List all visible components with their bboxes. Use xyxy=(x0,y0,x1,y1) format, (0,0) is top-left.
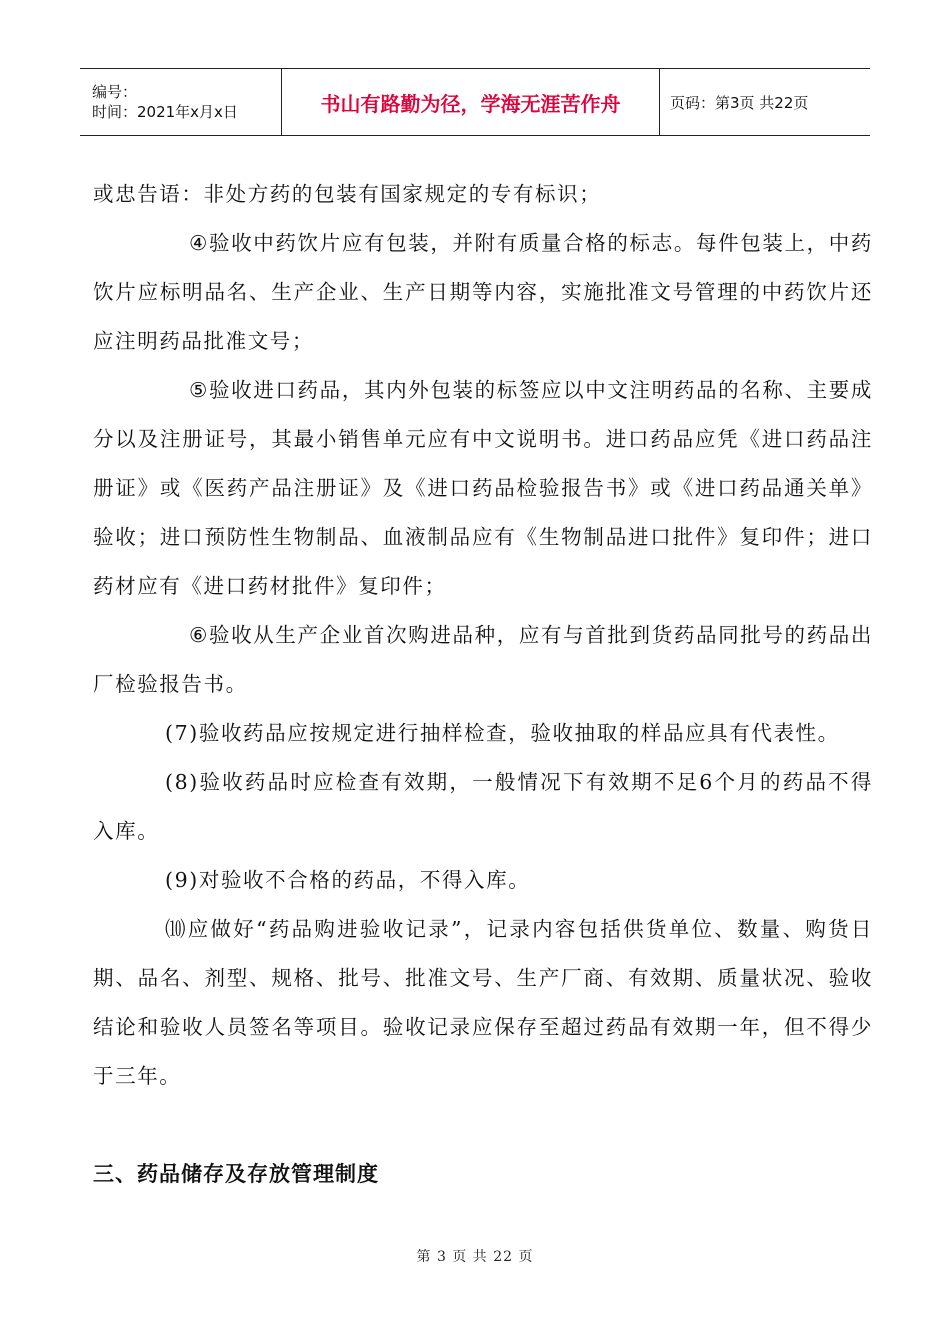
paragraph-item-5 xyxy=(93,366,873,611)
document-number: 编号： xyxy=(92,83,138,101)
item-marker: (7) xyxy=(165,721,199,745)
paragraph-item-10 xyxy=(93,905,873,1101)
item-marker: ⑥ xyxy=(189,623,209,647)
paragraph-item-7 xyxy=(93,709,873,758)
item-marker: ⑤ xyxy=(189,378,209,402)
item-marker: ④ xyxy=(189,231,209,255)
paragraph-text: 验收药品时应检查有效期，一般情况下有效期不足6个月的药品不得入库。 xyxy=(93,770,873,843)
spacer xyxy=(93,1101,873,1150)
paragraph-text: 对验收不合格的药品，不得入库。 xyxy=(198,868,531,892)
document-header xyxy=(80,68,870,136)
header-motto: 书山有路勤为径，学海无涯苦作舟 xyxy=(320,91,621,116)
paragraph-text: 验收进口药品，其内外包装的标签应以中文注明药品的名称、主要成分以及注册证号，其最小销售单元应有中文说明书。进口药品应凭《进口药品注册证》或《医药产品注册证》及《进口药品检验报告书》或《进口药品通关单》验收；进口预防性生物制品、血液制品应有《生物制品进口批件》复印件；进口药材应有《进口药材批件》复印件； xyxy=(93,378,873,598)
paragraph-item-8 xyxy=(93,758,873,856)
document-body xyxy=(93,170,873,1199)
paragraph-continuation xyxy=(93,170,873,219)
header-motto-cell xyxy=(282,69,660,136)
paragraph-item-4 xyxy=(93,219,873,366)
page-footer: 第 3 页 共 22 页 xyxy=(416,1249,534,1265)
item-marker: (8) xyxy=(165,770,199,794)
paragraph-text: 或忠告语：非处方药的包装有国家规定的专有标识； xyxy=(93,182,602,206)
paragraph-text: 验收药品应按规定进行抽样检查，验收抽取的样品应具有代表性。 xyxy=(198,721,840,745)
header-meta-cell xyxy=(80,69,282,136)
header-page-cell xyxy=(660,69,871,136)
paragraph-text: 应做好“药品购进验收记录”，记录内容包括供货单位、数量、购货日期、品名、剂型、规格、批号、批准文号、生产厂商、有效期、质量状况、验收结论和验收人员签名等项目。验收记录应保存至超过药品有效期一年，但不得少于三年。 xyxy=(93,917,873,1088)
item-marker: (9) xyxy=(165,868,199,892)
paragraph-item-6 xyxy=(93,611,873,709)
paragraph-item-9 xyxy=(93,856,873,905)
section-heading: 三、药品储存及存放管理制度 xyxy=(93,1162,379,1186)
paragraph-text: 验收中药饮片应有包装，并附有质量合格的标志。每件包装上，中药饮片应标明品名、生产企业、生产日期等内容，实施批准文号管理的中药饮片还应注明药品批准文号； xyxy=(93,231,873,353)
header-page-number: 页码：第3页 共22页 xyxy=(670,93,809,112)
paragraph-text: 验收从生产企业首次购进品种，应有与首批到货药品同批号的药品出厂检验报告书。 xyxy=(93,623,873,696)
document-date: 时间：2021年x月x日 xyxy=(92,103,238,121)
item-marker: ⑽ xyxy=(165,917,188,941)
